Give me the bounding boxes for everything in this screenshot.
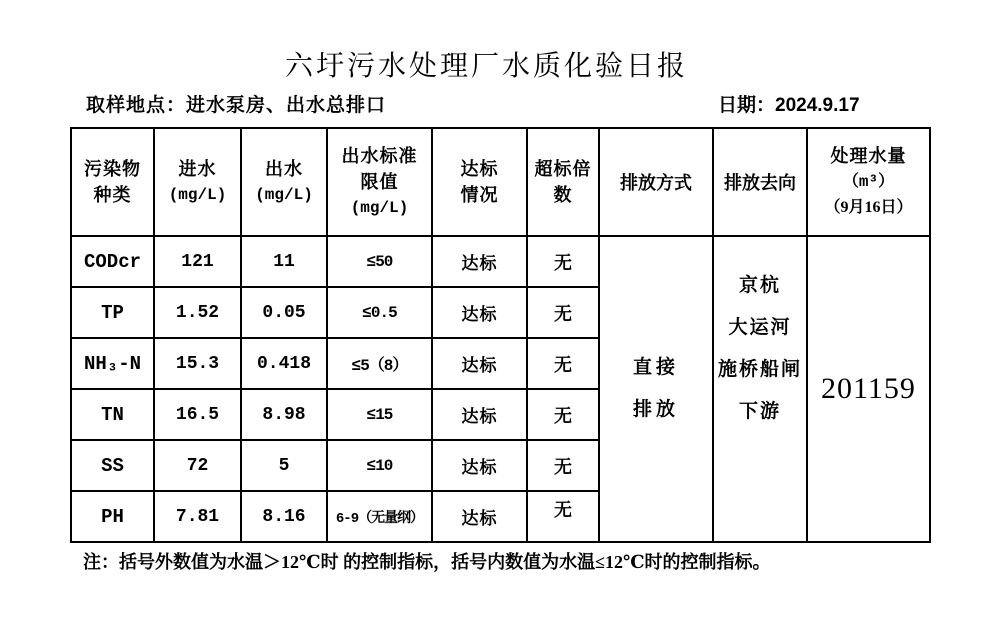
header-line: 处理水量 (830, 146, 907, 166)
method-line: 直接 (632, 357, 679, 378)
effluent-cell: 8.98 (241, 389, 327, 440)
influent-cell: 1.52 (154, 287, 241, 338)
header-date-line: （9月16日） (824, 199, 913, 216)
header-line: 达标 (460, 159, 499, 179)
header-line: 污染物 (84, 159, 141, 179)
header-unit: (mg/L) (255, 186, 313, 204)
exceedance-cell: 无 (527, 236, 599, 287)
pollutant-cell: PH (71, 491, 154, 542)
col-header-pollutant-type (71, 128, 154, 236)
exceedance-cell: 无 (527, 338, 599, 389)
header-line: 出水 (265, 159, 303, 179)
col-header-exceedance (527, 128, 599, 236)
limit-cell: ≤10 (327, 440, 432, 491)
influent-cell: 121 (154, 236, 241, 287)
limit-cell: ≤50 (327, 236, 432, 287)
header-unit: (mg/L) (168, 186, 227, 204)
water-quality-table (70, 127, 931, 543)
sampling-location-label: 取样地点：进水泵房、出水总排口 (86, 95, 387, 116)
compliance-cell: 达标 (432, 440, 527, 491)
exceedance-cell: 无 (527, 389, 599, 440)
pollutant-cell: SS (71, 440, 154, 491)
col-header-discharge-method: 排放方式 (599, 128, 713, 236)
pollutant-cell: TN (71, 389, 154, 440)
header-line: 出水标准 (341, 146, 418, 166)
influent-cell: 16.5 (154, 389, 241, 440)
header-line: 限值 (360, 172, 399, 192)
col-header-compliance (432, 128, 527, 236)
effluent-cell: 11 (241, 236, 327, 287)
report-title: 六圩污水处理厂水质化验日报 (284, 51, 688, 82)
col-header-effluent (241, 128, 327, 236)
exceedance-cell: 无 (527, 491, 599, 542)
col-header-effluent-limit (327, 128, 432, 236)
header-line: 情况 (460, 185, 499, 205)
pollutant-cell: NH₃-N (71, 338, 154, 389)
compliance-cell: 达标 (432, 491, 527, 542)
influent-cell: 15.3 (154, 338, 241, 389)
header-row (71, 128, 930, 236)
compliance-cell: 达标 (432, 236, 527, 287)
pollutant-cell: CODcr (71, 236, 154, 287)
exceedance-cell: 无 (527, 287, 599, 338)
header-line: 超标倍 (534, 159, 592, 179)
report-date: 日期：2024.9.17 (718, 95, 860, 116)
limit-cell: ≤15 (327, 389, 432, 440)
pollutant-cell: TP (71, 287, 154, 338)
effluent-cell: 0.418 (241, 338, 327, 389)
discharge-destination-cell (713, 236, 807, 542)
treated-volume-cell: 201159 (807, 236, 930, 542)
header-line: 数 (553, 185, 573, 205)
influent-cell: 7.81 (154, 491, 241, 542)
destination-line: 下游 (738, 401, 781, 422)
effluent-cell: 8.16 (241, 491, 327, 542)
compliance-cell: 达标 (432, 389, 527, 440)
destination-line: 大运河 (728, 317, 792, 338)
limit-cell: 6-9（无量纲） (327, 491, 432, 542)
limit-cell: ≤5（8） (327, 338, 432, 389)
table-row-codcr (71, 236, 930, 287)
method-line: 排放 (632, 399, 679, 420)
effluent-cell: 5 (241, 440, 327, 491)
exceedance-cell: 无 (527, 440, 599, 491)
effluent-cell: 0.05 (241, 287, 327, 338)
influent-cell: 72 (154, 440, 241, 491)
compliance-cell: 达标 (432, 338, 527, 389)
destination-line: 京杭 (738, 275, 781, 296)
header-line: 种类 (93, 185, 132, 205)
col-header-treated-volume (807, 128, 930, 236)
col-header-discharge-destination: 排放去向 (713, 128, 807, 236)
header-unit: (mg/L) (350, 199, 409, 217)
compliance-cell: 达标 (432, 287, 527, 338)
limit-cell: ≤0.5 (327, 287, 432, 338)
header-unit: （m³） (842, 173, 895, 191)
destination-line: 施桥船闸 (717, 359, 802, 380)
discharge-method-cell (599, 236, 713, 542)
footnote: 注：括号外数值为水温＞12℃时 的控制指标，括号内数值为水温≤12℃时的控制指标。 (83, 552, 771, 572)
header-line: 进水 (178, 159, 217, 179)
col-header-influent (154, 128, 241, 236)
